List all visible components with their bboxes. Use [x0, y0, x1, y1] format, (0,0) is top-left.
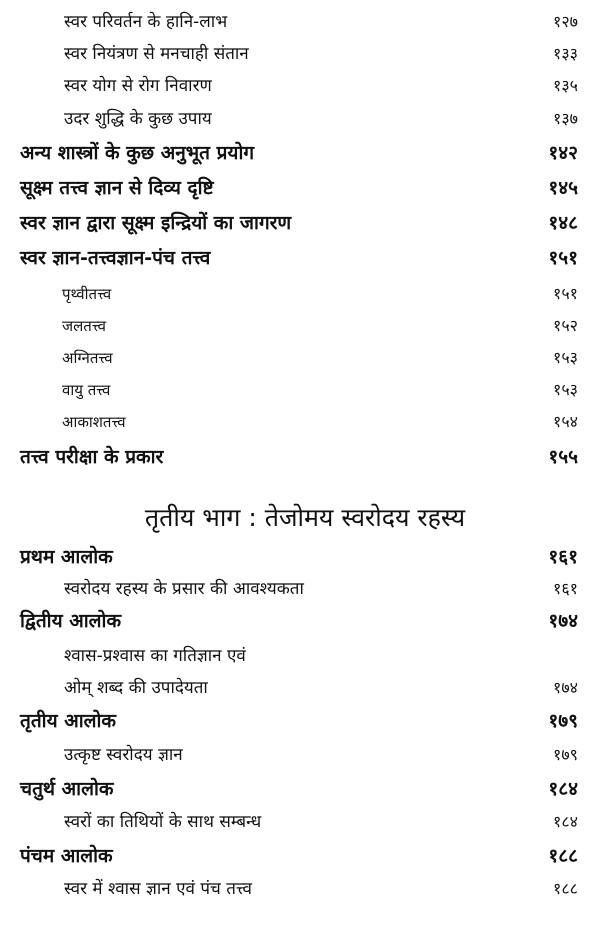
toc-entry	[0, 278, 600, 310]
toc-entry-page: १३७	[553, 109, 578, 128]
toc-chapter	[0, 441, 600, 473]
toc-entry	[0, 873, 600, 905]
toc-entry	[0, 739, 600, 771]
toc-entry	[0, 374, 600, 406]
toc-chapter-page: १७९	[548, 710, 578, 732]
toc-entry	[0, 70, 600, 102]
toc-entry-title: स्वरों का तिथियों के साथ सम्बन्ध	[64, 812, 262, 832]
toc-entry	[0, 38, 600, 70]
toc-entry-page: १३३	[553, 44, 578, 63]
toc-entry-title: स्वर परिवर्तन के हानि-लाभ	[64, 12, 228, 32]
toc-entry-page: १५४	[553, 412, 578, 431]
toc-entry-page: १३५	[553, 76, 578, 95]
toc-entry	[0, 640, 600, 672]
toc-chapter-page: १८८	[548, 845, 578, 867]
toc-entry-page: १५१	[553, 284, 578, 303]
toc-entry-title: वायु तत्त्व	[62, 381, 111, 399]
toc-entry-page: १७४	[553, 678, 578, 697]
toc-chapter	[0, 705, 600, 737]
toc-entry-page: १८४	[553, 812, 578, 831]
toc-entry-title: श्वास-प्रश्वास का गतिज्ञान एवं	[64, 646, 246, 666]
toc-entry-page: १६१	[553, 579, 578, 598]
toc-entry-page: १५३	[553, 348, 578, 367]
toc-chapter-title: प्रथम आलोक	[20, 546, 113, 568]
toc-entry-page: १२७	[553, 12, 578, 31]
toc-entry	[0, 103, 600, 135]
toc-chapter-title: स्वर ज्ञान द्वारा सूक्ष्म इन्द्रियों का जागरण	[20, 212, 292, 234]
toc-entry	[0, 573, 600, 605]
toc-chapter	[0, 172, 600, 204]
toc-entry-page: १७९	[553, 745, 578, 764]
toc-entry	[0, 672, 600, 704]
toc-entry-page: १५२	[553, 316, 578, 335]
toc-chapter-title: तृतीय आलोक	[20, 710, 117, 732]
toc-entry-title: जलतत्त्व	[62, 317, 106, 335]
toc-chapter-title: स्वर ज्ञान-तत्त्वज्ञान-पंच तत्त्व	[20, 247, 211, 269]
toc-entry	[0, 6, 600, 38]
toc-entry	[0, 406, 600, 438]
toc-entry-title: ओम् शब्द की उपादेयता	[64, 678, 208, 698]
toc-chapter	[0, 840, 600, 872]
toc-entry-title: स्वरोदय रहस्य के प्रसार की आवश्यकता	[64, 579, 304, 599]
toc-chapter-page: १८४	[548, 778, 578, 800]
toc-entry	[0, 310, 600, 342]
toc-chapter-title: सूक्ष्म तत्त्व ज्ञान से दिव्य दृष्टि	[20, 177, 214, 199]
toc-entry-page: १५३	[553, 380, 578, 399]
toc-entry-title: पृथ्वीतत्त्व	[62, 285, 112, 303]
toc-chapter	[0, 541, 600, 573]
toc-entry	[0, 342, 600, 374]
toc-chapter	[0, 242, 600, 274]
toc-entry-title: उदर शुद्धि के कुछ उपाय	[64, 109, 212, 129]
part-heading: तृतीय भाग : तेजोमय स्वरोदय रहस्य	[144, 503, 466, 532]
toc-chapter-title: चतुर्थ आलोक	[20, 778, 114, 800]
toc-chapter-title: अन्य शास्त्रों के कुछ अनुभूत प्रयोग	[20, 142, 255, 164]
toc-entry-title: स्वर में श्वास ज्ञान एवं पंच तत्त्व	[64, 879, 252, 899]
toc-chapter-page: १४२	[548, 142, 578, 164]
toc-chapter-page: १७४	[548, 610, 578, 632]
toc-entry	[0, 806, 600, 838]
toc-entry-title: आकाशतत्त्व	[62, 413, 126, 431]
toc-chapter	[0, 207, 600, 239]
toc-chapter-title: पंचम आलोक	[20, 845, 113, 867]
toc-chapter-title: तत्त्व परीक्षा के प्रकार	[20, 446, 164, 468]
toc-chapter-page: १४५	[548, 177, 578, 199]
toc-chapter	[0, 137, 600, 169]
toc-entry-title: अग्नितत्त्व	[62, 349, 113, 367]
toc-entry-title: स्वर योग से रोग निवारण	[64, 76, 212, 96]
toc-chapter	[0, 605, 600, 637]
toc-chapter-page: १५५	[548, 446, 578, 468]
toc-entry-page: १८८	[553, 879, 578, 898]
toc-chapter-page: १४८	[548, 212, 578, 234]
toc-chapter-page: १६१	[548, 546, 578, 568]
toc-chapter	[0, 773, 600, 805]
toc-entry-title: उत्कृष्ट स्वरोदय ज्ञान	[64, 745, 183, 765]
toc-chapter-page: १५१	[548, 247, 578, 269]
toc-chapter-title: द्वितीय आलोक	[20, 610, 122, 632]
toc-entry-title: स्वर नियंत्रण से मनचाही संतान	[64, 44, 249, 64]
